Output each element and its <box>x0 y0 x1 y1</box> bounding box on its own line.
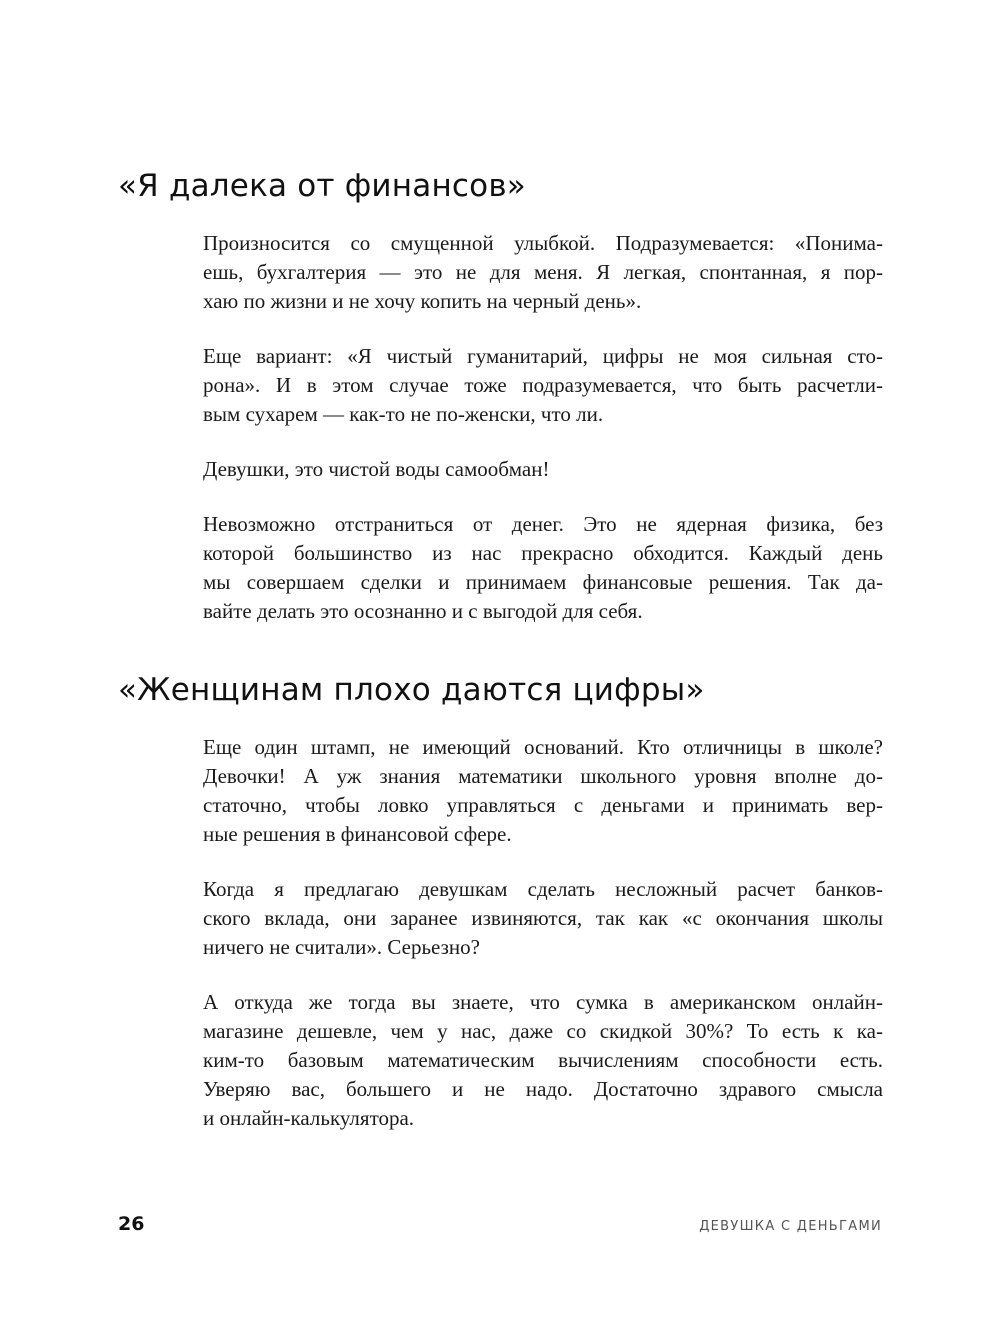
text-line: статочно, чтобы ловко управляться с деньгами и принимать вер- <box>203 793 883 817</box>
section-heading-2: «Женщинам плохо даются цифры» <box>118 672 705 708</box>
text-line: Девочки! А уж знания математики школьного уровня вполне до- <box>203 764 883 788</box>
paragraph <box>203 988 883 1133</box>
text-line: вайте делать это осознанно и с выгодой для себя. <box>203 599 643 623</box>
text-line: и онлайн-калькулятора. <box>203 1106 415 1130</box>
text-line: вым сухарем — как-то не по-женски, что ли. <box>203 402 604 426</box>
text-line: рона». И в этом случае тоже подразумевается, что быть расчетли- <box>203 373 883 397</box>
section-body-2 <box>203 733 883 1159</box>
text-line: магазине дешевле, чем у нас, даже со скидкой 30%? То есть к ка- <box>203 1019 883 1043</box>
paragraph <box>203 510 883 626</box>
running-footer-title: ДЕВУШКА С ДЕНЬГАМИ <box>699 1219 882 1234</box>
text-line: мы совершаем сделки и принимаем финансовые решения. Так да- <box>203 570 883 594</box>
paragraph <box>203 455 883 484</box>
text-line: ского вклада, они заранее извиняются, так как «с окончания школы <box>203 906 883 930</box>
text-line: ные решения в финансовой сфере. <box>203 822 512 846</box>
text-line: Еще один штамп, не имеющий оснований. Кто отличницы в школе? <box>203 735 883 759</box>
text-line: А откуда же тогда вы знаете, что сумка в американском онлайн- <box>203 990 883 1014</box>
section-heading-1: «Я далека от финансов» <box>118 168 526 204</box>
page-number: 26 <box>118 1213 145 1235</box>
text-line: хаю по жизни и не хочу копить на черный день». <box>203 289 642 313</box>
paragraph <box>203 733 883 849</box>
text-line: Когда я предлагаю девушкам сделать несложный расчет банков- <box>203 877 883 901</box>
paragraph <box>203 229 883 316</box>
text-line: которой большинство из нас прекрасно обходится. Каждый день <box>203 541 883 565</box>
section-body-1 <box>203 229 883 652</box>
text-line: ким-то базовым математическим вычислениям способности есть. <box>203 1048 883 1072</box>
text-line: ешь, бухгалтерия — это не для меня. Я легкая, спонтанная, я пор- <box>203 260 883 284</box>
paragraph <box>203 342 883 429</box>
text-line: Девушки, это чистой воды самообман! <box>203 457 550 481</box>
text-line: Невозможно отстраниться от денег. Это не ядерная физика, без <box>203 512 883 536</box>
paragraph <box>203 875 883 962</box>
text-line: ничего не считали». Серьезно? <box>203 935 480 959</box>
text-line: Еще вариант: «Я чистый гуманитарий, цифры не моя сильная сто- <box>203 344 883 368</box>
text-line: Уверяю вас, большего и не надо. Достаточно здравого смысла <box>203 1077 883 1101</box>
text-line: Произносится со смущенной улыбкой. Подразумевается: «Понима- <box>203 231 883 255</box>
